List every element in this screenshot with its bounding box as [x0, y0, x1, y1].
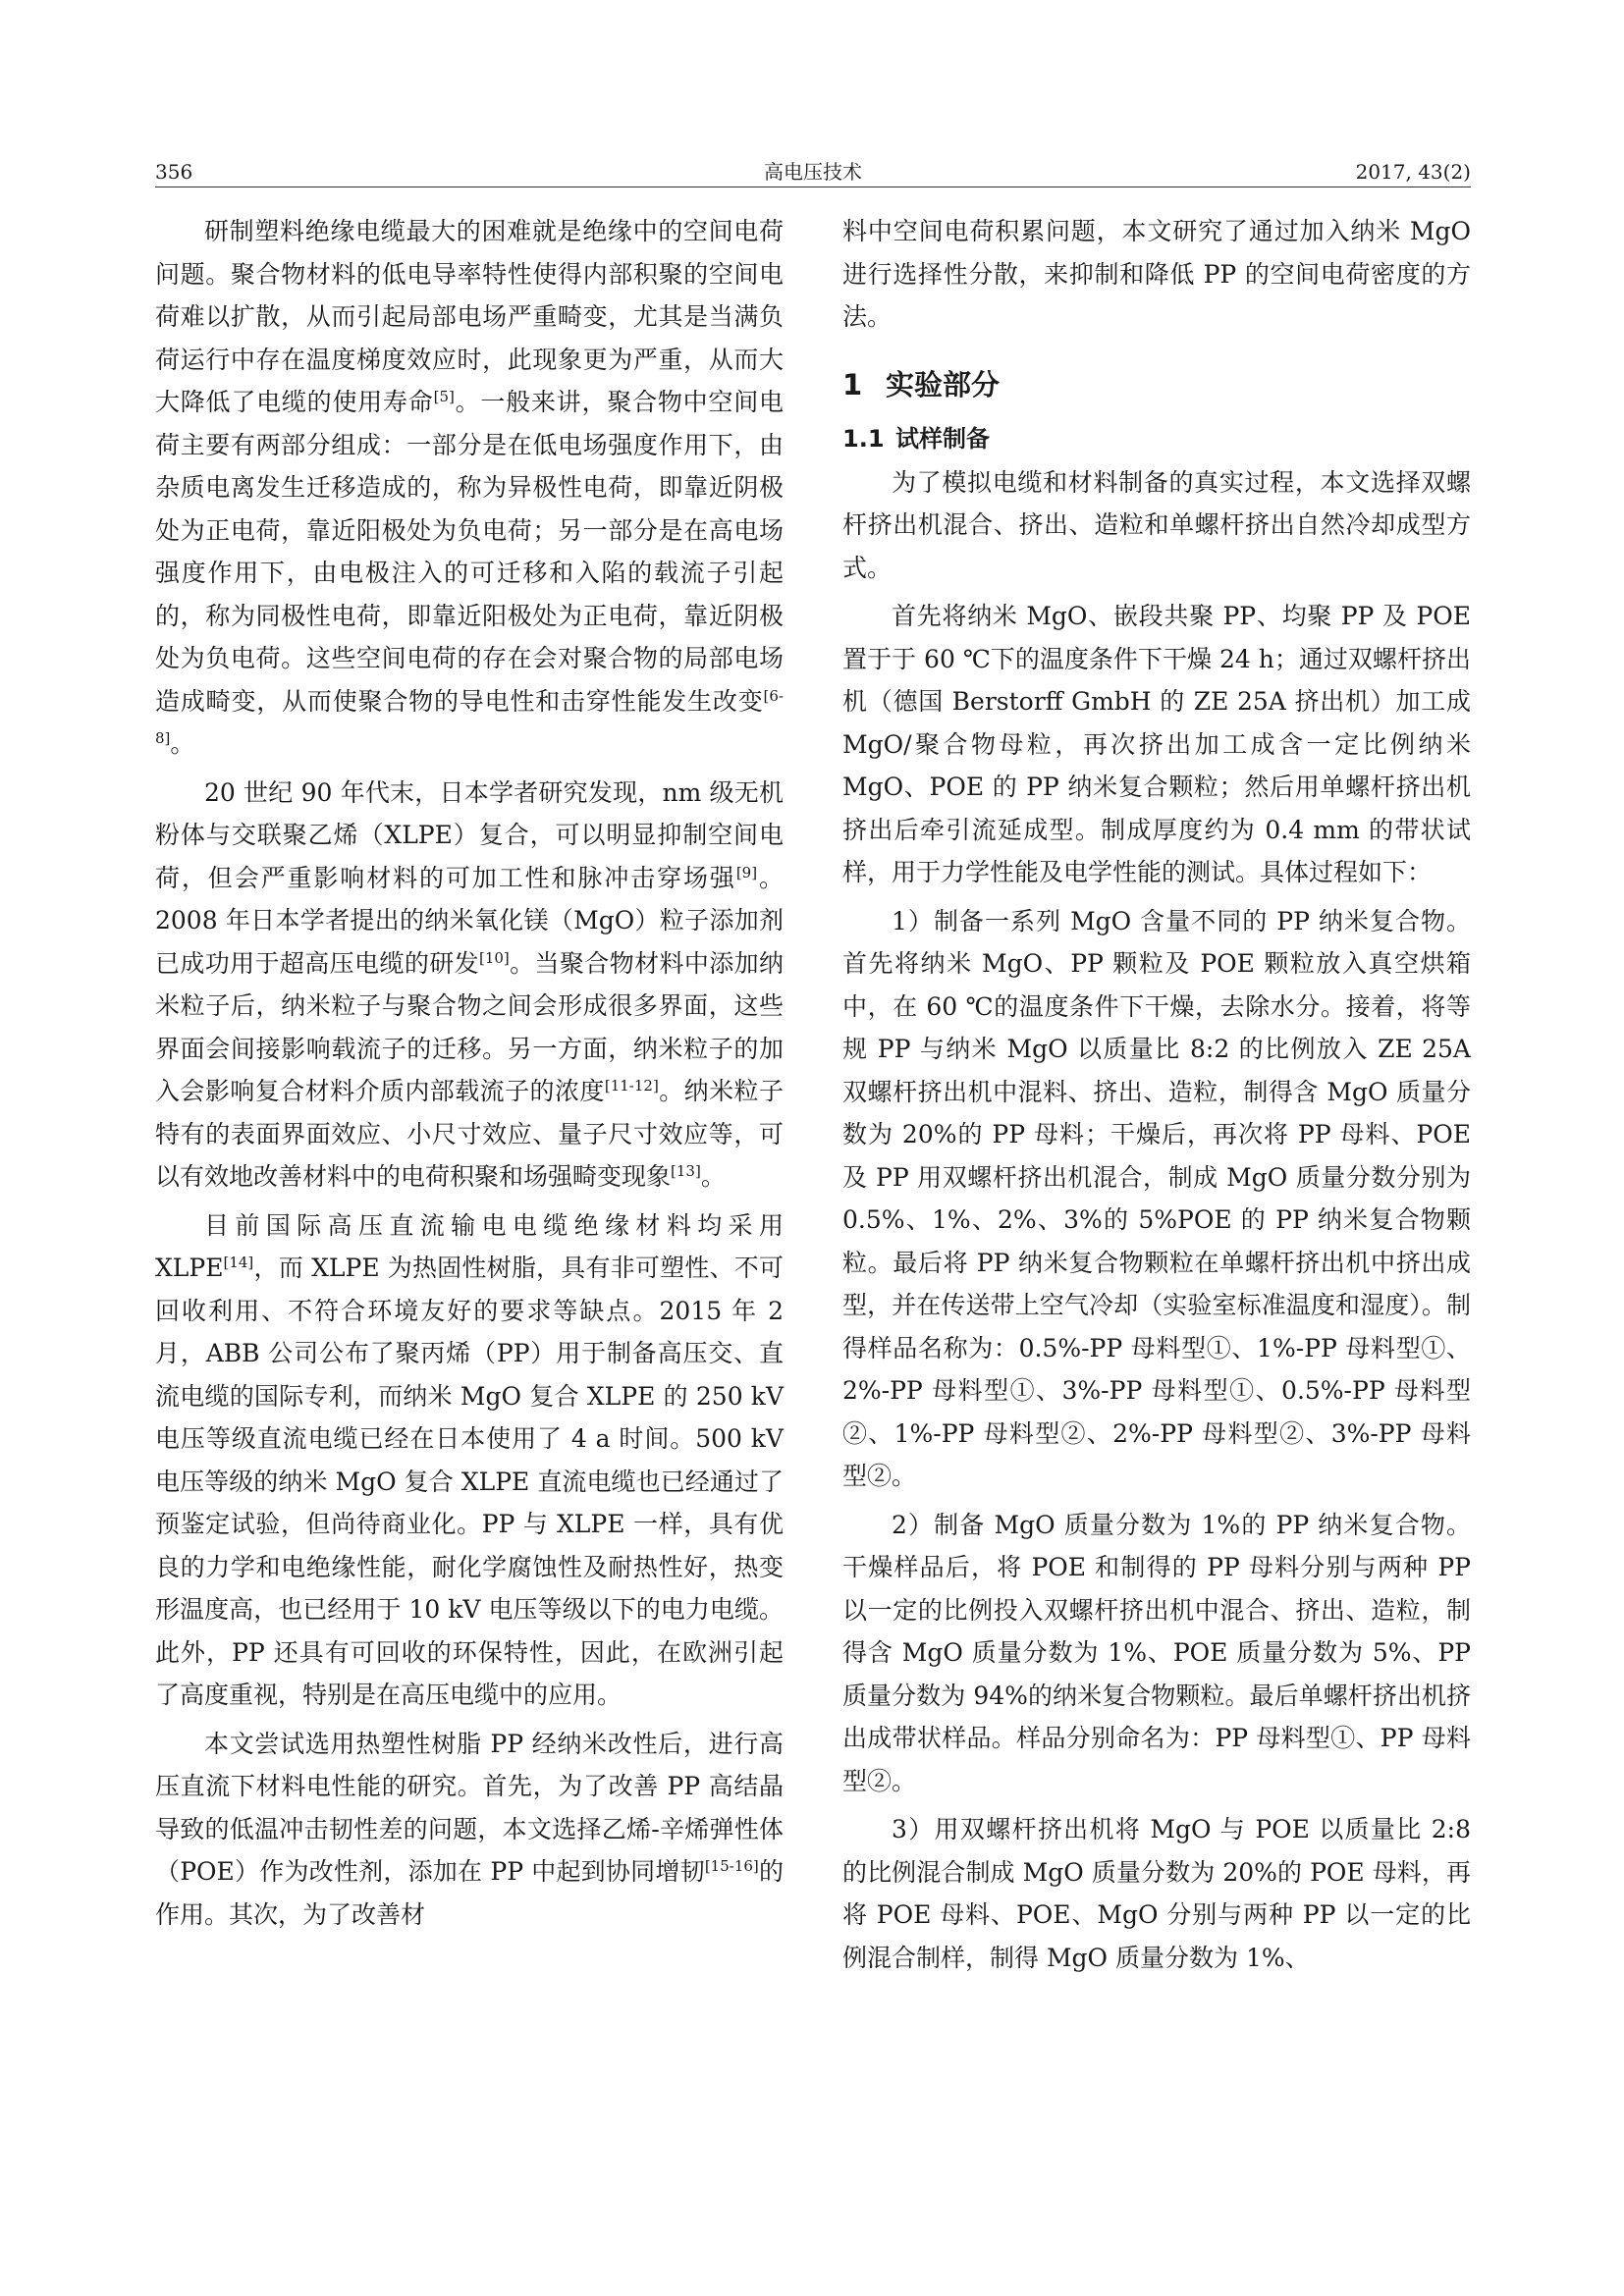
- paragraph: 研制塑料绝缘电缆最大的困难就是绝缘中的空间电荷问题。聚合物材料的低电导率特性使得内部积聚的空间电荷难以扩散，从而引起局部电场严重畸变，尤其是当满负荷运行中存在温度梯度效应时，此现象更为严重，从而大大降低了电缆的使用寿命[5]。一般来讲，聚合物中空间电荷主要有两部分组成：一部分是在低电场强度作用下，由杂质电离发生迁移造成的，称为异极性电荷，即靠近阴极处为正电荷，靠近阳极处为负电荷；另一部分是在高电场强度作用下，由电极注入的可迁移和入陷的载流子引起的，称为同极性电荷，即靠近阳极处为正电荷，靠近阴极处为负电荷。这些空间电荷的存在会对聚合物的局部电场造成畸变，从而使聚合物的导电性和击穿性能发生改变[6-8]。: [155, 217, 784, 758]
- paragraph: 20 世纪 90 年代末，日本学者研究发现，nm 级无机粉体与交联聚乙烯（XLPE）复合，可以明显抑制空间电荷，但会严重影响材料的可加工性和脉冲击穿场强[9]。2008 年日本学者提出的纳米氧化镁（MgO）粒子添加剂已成功用于超高压电缆的研发[10]。当聚合物材料中添加纳米粒子后，纳米粒子与聚合物之间会形成很多界面，这些界面会间接影响载流子的迁移。另一方面，纳米粒子的加入会影响复合材料介质内部载流子的浓度[11-12]。纳米粒子特有的表面界面效应、小尺寸效应、量子尺寸效应等，可以有效地改善材料中的电荷积聚和场强畸变现象[13]。: [155, 777, 784, 1191]
- paragraph: 目前国际高压直流输电电缆绝缘材料均采用 XLPE[14]，而 XLPE 为热固性树脂，具有非可塑性、不可回收利用、不符合环境友好的要求等缺点。2015 年 2 月，ABB 公司公布了聚丙烯（PP）用于制备高压交、直流电缆的国际专利，而纳米 MgO 复合 XLPE 的 250 kV 电压等级直流电缆已经在日本使用了 4 a 时间。500 kV 电压等级的纳米 MgO 复合 XLPE 直流电缆也已经通过了预鉴定试验，但尚待商业化。PP 与 XLPE 一样，具有优良的力学和电绝缘性能，耐化学腐蚀性及耐热性好，热变形温度高，也已经用于 10 kV 电压等级以下的电力电缆。此外，PP 还具有可回收的环保特性，因此，在欧洲引起了高度重视，特别是在高压电缆中的应用。: [155, 1210, 784, 1709]
- subsection-heading: 1.1 试样制备: [842, 425, 990, 453]
- page-number: 356: [155, 160, 193, 184]
- journal-name: 高电压技术: [764, 160, 862, 184]
- issue-info: 2017, 43(2): [1355, 160, 1471, 184]
- citation: [5]: [433, 388, 455, 405]
- running-header: [155, 157, 1471, 187]
- right-column: [842, 210, 1471, 1979]
- citation: [9]: [735, 863, 758, 881]
- paragraph: 1）制备一系列 MgO 含量不同的 PP 纳米复合物。首先将纳米 MgO、PP 颗粒及 POE 颗粒放入真空烘箱中，在 60 ℃的温度条件下干燥，去除水分。接着，将等规 PP 与纳米 MgO 以质量比 8:2 的比例放入 ZE 25A 双螺杆挤出机中混料、挤出、造粒，制得含 MgO 质量分数为 20%的 PP 母料；干燥后，再次将 PP 母料、POE 及 PP 用双螺杆挤出机混合，制成 MgO 质量分数分别为 0.5%、1%、2%、3%的 5%POE 的 PP 纳米复合物颗粒。最后将 PP 纳米复合物颗粒在单螺杆挤出机中挤出成型，并在传送带上空气冷却（实验室标准温度和湿度）。制得样品名称为：0.5%-PP 母料型①、1%-PP 母料型①、2%-PP 母料型①、3%-PP 母料型①、0.5%-PP 母料型②、1%-PP 母料型②、2%-PP 母料型②、3%-PP 母料型②。: [842, 906, 1471, 1490]
- paragraph: 首先将纳米 MgO、嵌段共聚 PP、均聚 PP 及 POE 置于于 60 ℃下的温度条件下干燥 24 h；通过双螺杆挤出机（德国 Berstorff GmbH 的 ZE 25A 挤出机）加工成 MgO/聚合物母粒，再次挤出加工成含一定比例纳米 MgO、POE 的 PP 纳米复合颗粒；然后用单螺杆挤出机挤出后牵引流延成型。制成厚度约为 0.4 mm 的带状试样，用于力学性能及电学性能的测试。具体过程如下：: [842, 602, 1471, 886]
- citation: [14]: [223, 1254, 254, 1271]
- paragraph: 3）用双螺杆挤出机将 MgO 与 POE 以质量比 2:8 的比例混合制成 MgO 质量分数为 20%的 POE 母料，再将 POE 母料、POE、MgO 分别与两种 PP 以一定的比例混合制样，制得 MgO 质量分数为 1%、: [842, 1815, 1471, 1972]
- citation: [15-16]: [704, 1857, 759, 1875]
- paragraph: 2）制备 MgO 质量分数为 1%的 PP 纳米复合物。干燥样品后，将 POE 和制得的 PP 母料分别与两种 PP 以一定的比例投入双螺杆挤出机中混合、挤出、造粒，制得含 MgO 质量分数为 1%、POE 质量分数为 5%、PP 质量分数为 94%的纳米复合物颗粒。最后单螺杆挤出机挤出成带状样品。样品分别命名为：PP 母料型①、PP 母料型②。: [842, 1510, 1471, 1795]
- citation: [11-12]: [604, 1077, 659, 1095]
- paragraph: 为了模拟电缆和材料制备的真实过程，本文选择双螺杆挤出机混合、挤出、造粒和单螺杆挤出自然冷却成型方式。: [842, 467, 1471, 582]
- citation: [6-8]: [155, 686, 784, 747]
- left-column: [155, 210, 784, 1936]
- paragraph: 料中空间电荷积累问题，本文研究了通过加入纳米 MgO 进行选择性分散，来抑制和降低 PP 的空间电荷密度的方法。: [842, 217, 1471, 331]
- citation: [13]: [671, 1162, 701, 1180]
- citation: [10]: [478, 948, 510, 967]
- section-heading: 1 实验部分: [842, 367, 1001, 401]
- paragraph: 本文尝试选用热塑性树脂 PP 经纳米改性后，进行高压直流下材料电性能的研究。首先，为了改善 PP 高结晶导致的低温冲击韧性差的问题，本文选择乙烯-辛烯弹性体（POE）作为改性剂，添加在 PP 中起到协同增韧[15-16]的作用。其次，为了改善材: [155, 1729, 784, 1929]
